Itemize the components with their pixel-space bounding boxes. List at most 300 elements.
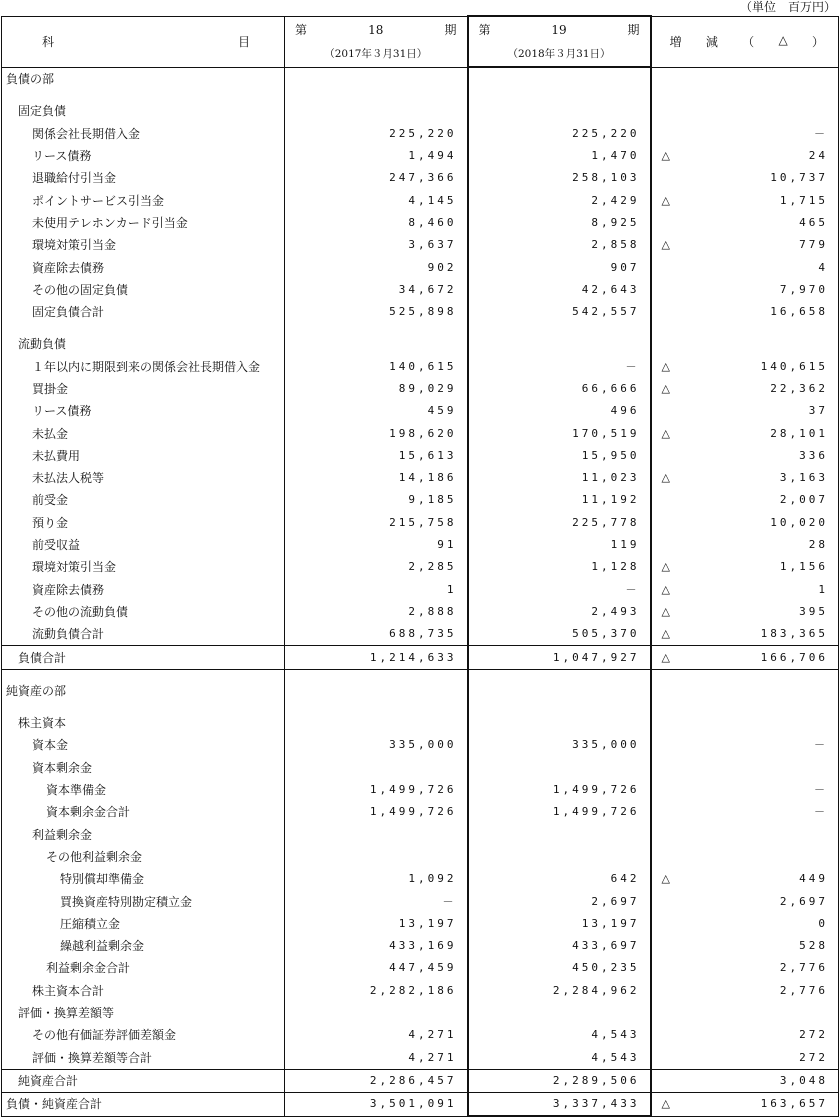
curr-value: 642: [468, 868, 651, 890]
table-row: [2, 1046, 839, 1069]
change-cell: [651, 556, 839, 578]
change-cell: [651, 256, 839, 278]
change-cell: [651, 734, 839, 756]
row-label: 未払金: [2, 422, 285, 444]
table-row: [2, 467, 839, 489]
change-cell: [651, 279, 839, 301]
curr-value: [468, 846, 651, 868]
table-row: [2, 333, 839, 355]
row-label: ポイントサービス引当金: [2, 189, 285, 211]
prev-value: 13,197: [285, 913, 468, 935]
curr-value: 4,543: [468, 1046, 651, 1069]
row-label: 未払費用: [2, 445, 285, 467]
change-value: 22,362: [770, 382, 828, 395]
row-label: 負債合計: [2, 646, 285, 669]
table-row: [2, 189, 839, 211]
curr-value: 433,697: [468, 935, 651, 957]
table-row: [2, 779, 839, 801]
curr-value: 119: [468, 534, 651, 556]
change-value: 2,697: [779, 894, 828, 908]
prev-value: 1,214,633: [285, 646, 468, 669]
curr-period-header: [468, 16, 651, 67]
prev-value: 4,271: [285, 1024, 468, 1046]
row-label: 評価・換算差額等合計: [2, 1046, 285, 1069]
row-label: 負債の部: [2, 67, 285, 90]
curr-value: 2,289,506: [468, 1069, 651, 1092]
change-cell: [651, 646, 839, 669]
prev-value: [285, 712, 468, 734]
balance-sheet-table: [1, 15, 839, 1117]
curr-value: 505,370: [468, 623, 651, 646]
prev-value: 198,620: [285, 422, 468, 444]
change-cell: [651, 779, 839, 801]
decrease-mark: △: [661, 1097, 670, 1111]
change-value: 166,706: [760, 650, 828, 664]
table-row: [2, 556, 839, 578]
change-cell: [651, 67, 839, 90]
change-cell: [651, 400, 839, 422]
prev-value: [285, 333, 468, 355]
curr-value: [468, 824, 651, 846]
curr-value: [468, 757, 651, 779]
decrease-mark: △: [661, 650, 670, 664]
change-cell: [651, 702, 839, 712]
decrease-mark: △: [661, 627, 670, 641]
curr-value: 496: [468, 400, 651, 422]
row-label: その他の流動負債: [2, 601, 285, 623]
curr-value: 2,284,962: [468, 980, 651, 1002]
change-cell: [651, 323, 839, 333]
change-value: 28,101: [770, 426, 828, 440]
table-row: [2, 601, 839, 623]
row-label: 未使用テレホンカード引当金: [2, 212, 285, 234]
decrease-mark: △: [661, 426, 670, 440]
table-row: [2, 1002, 839, 1024]
row-label: 未払法人税等: [2, 467, 285, 489]
table-row: [2, 256, 839, 278]
prev-value: [285, 702, 468, 712]
table-row: [2, 757, 839, 779]
change-cell: [651, 957, 839, 979]
curr-value: 11,192: [468, 489, 651, 511]
prev-period-header: [285, 16, 468, 67]
change-cell: [651, 123, 839, 145]
table-row: [2, 1093, 839, 1117]
prev-value: 215,758: [285, 512, 468, 534]
table-row: [2, 579, 839, 601]
prev-value: 2,286,457: [285, 1069, 468, 1092]
decrease-mark: △: [661, 604, 670, 618]
change-value: 163,657: [760, 1097, 828, 1111]
prev-value: [285, 824, 468, 846]
curr-value: 66,666: [468, 378, 651, 400]
subject-header-left: 科: [42, 35, 55, 49]
change-value: 3,163: [779, 471, 828, 485]
curr-value: 258,103: [468, 167, 651, 189]
prev-value: [285, 846, 468, 868]
curr-value: －: [468, 356, 651, 378]
change-cell: [651, 623, 839, 646]
prev-value: 2,285: [285, 556, 468, 578]
table-row: [2, 890, 839, 912]
change-cell: [651, 1024, 839, 1046]
row-label: 繰越利益剰余金: [2, 935, 285, 957]
change-value: 2,776: [779, 961, 828, 975]
table-row: [2, 734, 839, 756]
table-row: [2, 445, 839, 467]
change-value: －: [814, 126, 828, 140]
change-value: 528: [799, 939, 828, 953]
table-row: [2, 913, 839, 935]
change-header-char: （: [742, 35, 755, 49]
prev-value: 34,672: [285, 279, 468, 301]
row-label: 流動負債合計: [2, 623, 285, 646]
table-row: [2, 801, 839, 823]
change-value: 1: [818, 582, 828, 596]
change-value: 1,715: [779, 193, 828, 207]
change-cell: [651, 935, 839, 957]
prev-value: 14,186: [285, 467, 468, 489]
row-label: 圧縮積立金: [2, 913, 285, 935]
change-cell: [651, 680, 839, 702]
prev-value: 525,898: [285, 301, 468, 323]
curr-value: [468, 712, 651, 734]
change-cell: [651, 445, 839, 467]
spacer-row: [2, 323, 839, 333]
row-label: 退職給付引当金: [2, 167, 285, 189]
table-body: [2, 67, 839, 1116]
change-cell: [651, 512, 839, 534]
change-cell: [651, 356, 839, 378]
change-cell: [651, 100, 839, 122]
curr-period-kanji1: 第: [478, 22, 491, 37]
subject-header: [2, 16, 285, 67]
decrease-mark: △: [661, 382, 670, 395]
curr-value: 2,697: [468, 890, 651, 912]
row-label: リース債務: [2, 400, 285, 422]
row-label: 負債・純資産合計: [2, 1093, 285, 1117]
change-value: 395: [799, 604, 828, 618]
curr-value: 225,220: [468, 123, 651, 145]
change-cell: [651, 467, 839, 489]
prev-value: 4,271: [285, 1046, 468, 1069]
prev-value: 1,499,726: [285, 801, 468, 823]
row-label: その他の固定負債: [2, 279, 285, 301]
subject-header-right: 目: [237, 35, 250, 49]
prev-period-kanji1: 第: [295, 22, 308, 37]
change-cell: [651, 1093, 839, 1117]
table-row: [2, 400, 839, 422]
prev-value: 1: [285, 579, 468, 601]
change-value: 272: [799, 1028, 828, 1042]
row-label: 利益剰余金合計: [2, 957, 285, 979]
table-row: [2, 145, 839, 167]
change-header-char: 減: [705, 35, 718, 49]
table-row: [2, 356, 839, 378]
decrease-mark: △: [661, 193, 670, 207]
change-value: 183,365: [760, 627, 828, 641]
table-row: [2, 957, 839, 979]
unit-note: （単位 百万円）: [739, 0, 836, 14]
change-value: 0: [818, 916, 828, 930]
decrease-mark: △: [661, 149, 670, 163]
table-row: [2, 1069, 839, 1092]
change-value: 2,007: [779, 493, 828, 507]
change-value: 2,776: [779, 983, 828, 997]
row-label: 資本準備金: [2, 779, 285, 801]
prev-period-number: 18: [368, 22, 384, 37]
table-row: [2, 846, 839, 868]
row-label: 環境対策引当金: [2, 556, 285, 578]
table-row: [2, 234, 839, 256]
table-row: [2, 1024, 839, 1046]
row-label: その他有価証券評価差額金: [2, 1024, 285, 1046]
prev-value: [285, 67, 468, 90]
change-value: 336: [799, 448, 828, 462]
prev-value: [285, 90, 468, 100]
curr-value: [468, 333, 651, 355]
change-value: 10,737: [770, 171, 828, 185]
change-value: －: [814, 738, 828, 752]
change-cell: [651, 890, 839, 912]
change-header-char: △: [778, 33, 788, 47]
row-label: 前受金: [2, 489, 285, 511]
prev-value: 8,460: [285, 212, 468, 234]
change-cell: [651, 234, 839, 256]
table-row: [2, 935, 839, 957]
row-label: リース債務: [2, 145, 285, 167]
row-label: 環境対策引当金: [2, 234, 285, 256]
prev-value: 225,220: [285, 123, 468, 145]
row-label: 株主資本: [2, 712, 285, 734]
prev-value: 1,092: [285, 868, 468, 890]
change-cell: [651, 90, 839, 100]
change-cell: [651, 868, 839, 890]
row-label: 買掛金: [2, 378, 285, 400]
prev-value: [285, 1002, 468, 1024]
curr-value: [468, 100, 651, 122]
row-label: 資産除去債務: [2, 256, 285, 278]
prev-value: 335,000: [285, 734, 468, 756]
change-value: 10,020: [770, 515, 828, 529]
decrease-mark: △: [661, 359, 670, 373]
row-label: 利益剰余金: [2, 824, 285, 846]
change-cell: [651, 167, 839, 189]
change-value: 16,658: [770, 305, 828, 319]
row-label: 関係会社長期借入金: [2, 123, 285, 145]
row-label: [2, 669, 285, 680]
table-row: [2, 301, 839, 323]
curr-value: 2,858: [468, 234, 651, 256]
prev-value: 459: [285, 400, 468, 422]
prev-value: 2,282,186: [285, 980, 468, 1002]
table-header-row: [2, 16, 839, 67]
curr-value: 1,047,927: [468, 646, 651, 669]
curr-value: 2,493: [468, 601, 651, 623]
curr-value: 542,557: [468, 301, 651, 323]
curr-value: 4,543: [468, 1024, 651, 1046]
curr-value: 450,235: [468, 957, 651, 979]
change-cell: [651, 378, 839, 400]
table-row: [2, 67, 839, 90]
change-value: 272: [799, 1050, 828, 1064]
change-cell: [651, 422, 839, 444]
curr-value: 15,950: [468, 445, 651, 467]
curr-period-number: 19: [551, 22, 567, 37]
row-label: 買換資産特別勘定積立金: [2, 890, 285, 912]
curr-value: 225,778: [468, 512, 651, 534]
table-row: [2, 378, 839, 400]
prev-value: 4,145: [285, 189, 468, 211]
prev-value: [285, 680, 468, 702]
change-cell: [651, 1046, 839, 1069]
curr-value: 170,519: [468, 422, 651, 444]
row-label: 流動負債: [2, 333, 285, 355]
curr-value: [468, 67, 651, 90]
change-cell: [651, 669, 839, 680]
prev-value: 3,637: [285, 234, 468, 256]
decrease-mark: △: [661, 238, 670, 252]
row-label: １年以内に期限到来の関係会社長期借入金: [2, 356, 285, 378]
change-value: 3,048: [779, 1073, 828, 1087]
row-label: 固定負債: [2, 100, 285, 122]
decrease-mark: △: [661, 471, 670, 485]
change-header: [651, 16, 839, 67]
curr-value: 2,429: [468, 189, 651, 211]
change-cell: [651, 846, 839, 868]
prev-value: [285, 669, 468, 680]
table-row: [2, 824, 839, 846]
curr-value: 8,925: [468, 212, 651, 234]
curr-value: 11,023: [468, 467, 651, 489]
change-value: 465: [799, 215, 828, 229]
change-value: 4: [818, 260, 828, 274]
change-cell: [651, 824, 839, 846]
change-value: 779: [799, 238, 828, 252]
row-label: 評価・換算差額等: [2, 1002, 285, 1024]
table-row: [2, 123, 839, 145]
decrease-mark: △: [661, 582, 670, 596]
curr-value: [468, 90, 651, 100]
spacer-row: [2, 702, 839, 712]
row-label: 株主資本合計: [2, 980, 285, 1002]
row-label: 資本剰余金合計: [2, 801, 285, 823]
prev-period-kanji2: 期: [444, 22, 457, 37]
curr-value: 1,499,726: [468, 779, 651, 801]
change-cell: [651, 757, 839, 779]
row-label: 前受収益: [2, 534, 285, 556]
row-label: 資産除去債務: [2, 579, 285, 601]
change-cell: [651, 913, 839, 935]
prev-value: 9,185: [285, 489, 468, 511]
table-row: [2, 279, 839, 301]
decrease-mark: △: [661, 872, 670, 886]
curr-value: [468, 323, 651, 333]
prev-value: 140,615: [285, 356, 468, 378]
row-label: 純資産合計: [2, 1069, 285, 1092]
curr-value: 1,470: [468, 145, 651, 167]
curr-period-kanji2: 期: [627, 22, 640, 37]
row-label: 預り金: [2, 512, 285, 534]
prev-value: 447,459: [285, 957, 468, 979]
prev-value: 15,613: [285, 445, 468, 467]
decrease-mark: △: [661, 560, 670, 574]
prev-value: 89,029: [285, 378, 468, 400]
table-row: [2, 646, 839, 669]
curr-value: 1,128: [468, 556, 651, 578]
table-row: [2, 212, 839, 234]
curr-value: 1,499,726: [468, 801, 651, 823]
prev-value: [285, 100, 468, 122]
change-cell: [651, 189, 839, 211]
curr-value: [468, 680, 651, 702]
change-cell: [651, 489, 839, 511]
curr-value: 3,337,433: [468, 1093, 651, 1117]
prev-value: 1,499,726: [285, 779, 468, 801]
change-value: 24: [808, 149, 828, 163]
table-row: [2, 167, 839, 189]
prev-value: 433,169: [285, 935, 468, 957]
row-label: 資本金: [2, 734, 285, 756]
curr-value: 907: [468, 256, 651, 278]
prev-value: 247,366: [285, 167, 468, 189]
change-value: 28: [808, 538, 828, 552]
row-label: [2, 702, 285, 712]
change-value: －: [814, 805, 828, 819]
change-cell: [651, 1069, 839, 1092]
table-row: [2, 422, 839, 444]
change-value: 37: [808, 404, 828, 418]
change-cell: [651, 534, 839, 556]
curr-period-date: （2018年３月31日）: [507, 47, 611, 60]
table-row: [2, 512, 839, 534]
prev-value: [285, 323, 468, 333]
prev-value: －: [285, 890, 468, 912]
curr-value: 13,197: [468, 913, 651, 935]
change-cell: [651, 301, 839, 323]
change-cell: [651, 980, 839, 1002]
table-row: [2, 623, 839, 646]
change-value: 140,615: [760, 359, 828, 373]
change-cell: [651, 1002, 839, 1024]
change-cell: [651, 712, 839, 734]
change-cell: [651, 801, 839, 823]
change-header-char: ）: [811, 35, 824, 49]
curr-value: 42,643: [468, 279, 651, 301]
table-row: [2, 680, 839, 702]
prev-value: [285, 757, 468, 779]
table-row: [2, 489, 839, 511]
table-row: [2, 868, 839, 890]
prev-value: 3,501,091: [285, 1093, 468, 1117]
curr-value: －: [468, 579, 651, 601]
change-value: 449: [799, 872, 828, 886]
table-row: [2, 980, 839, 1002]
change-value: －: [814, 783, 828, 797]
table-row: [2, 712, 839, 734]
change-value: 7,970: [779, 282, 828, 296]
spacer-row: [2, 669, 839, 680]
row-label: その他利益剰余金: [2, 846, 285, 868]
table-row: [2, 534, 839, 556]
table-row: [2, 100, 839, 122]
row-label: 資本剰余金: [2, 757, 285, 779]
prev-value: 91: [285, 534, 468, 556]
change-cell: [651, 333, 839, 355]
prev-period-date: （2017年３月31日）: [324, 47, 428, 60]
prev-value: 2,888: [285, 601, 468, 623]
curr-value: [468, 702, 651, 712]
